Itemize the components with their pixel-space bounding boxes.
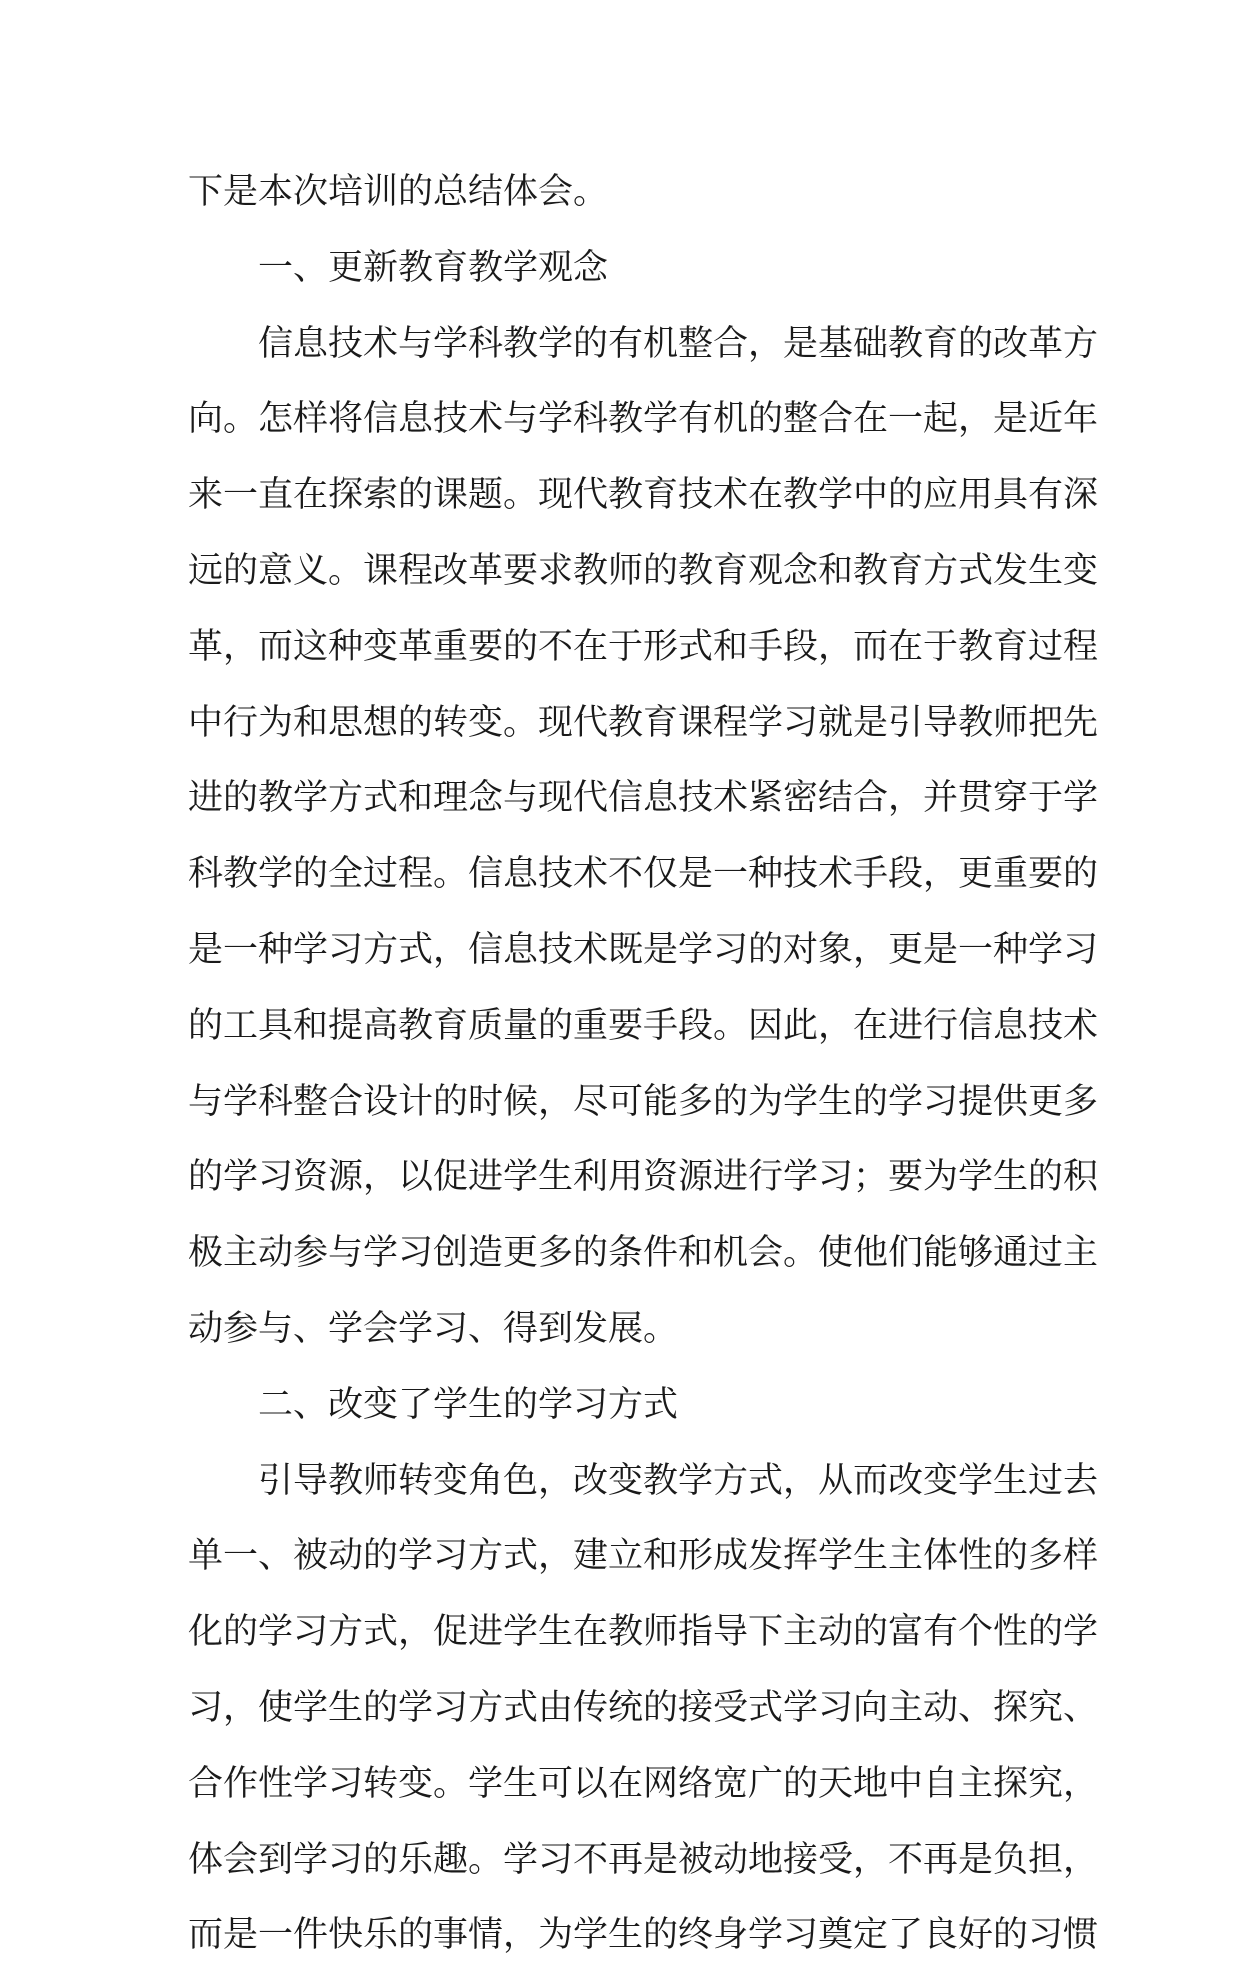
text-line: 习，使学生的学习方式由传统的接受式学习向主动、探究、 — [188, 1687, 1099, 1728]
text-line: 动参与、学会学习、得到发展。 — [188, 1308, 679, 1349]
text-line: 科教学的全过程。信息技术不仅是一种技术手段，更重要的 — [188, 854, 1099, 895]
text-line: 进的教学方式和理念与现代信息技术紧密结合，并贯穿于学 — [188, 778, 1099, 819]
text-line: 引导教师转变角色，改变教学方式，从而改变学生过去 — [258, 1460, 1099, 1501]
text-line: 向。怎样将信息技术与学科教学有机的整合在一起，是近年 — [188, 399, 1099, 440]
text-line: 合作性学习转变。学生可以在网络宽广的天地中自主探究， — [188, 1763, 1099, 1804]
text-line: 而是一件快乐的事情，为学生的终身学习奠定了良好的习惯 — [188, 1915, 1099, 1956]
text-line: 信息技术与学科教学的有机整合，是基础教育的改革方 — [258, 323, 1099, 364]
text-line: 与学科整合设计的时候，尽可能多的为学生的学习提供更多 — [188, 1081, 1099, 1122]
text-line: 来一直在探索的课题。现代教育技术在教学中的应用具有深 — [188, 475, 1099, 516]
text-line: 二、改变了学生的学习方式 — [258, 1384, 679, 1425]
document-body — [188, 155, 1099, 1974]
text-line: 是一种学习方式，信息技术既是学习的对象，更是一种学习 — [188, 929, 1099, 970]
text-line: 革，而这种变革重要的不在于形式和手段，而在于教育过程 — [188, 626, 1099, 667]
text-line: 体会到学习的乐趣。学习不再是被动地接受，不再是负担， — [188, 1839, 1099, 1880]
text-line: 下是本次培训的总结体会。 — [188, 172, 609, 212]
text-line: 中行为和思想的转变。现代教育课程学习就是引导教师把先 — [188, 702, 1099, 743]
text-line: 一、更新教育教学观念 — [258, 247, 609, 288]
text-line: 单一、被动的学习方式，建立和形成发挥学生主体性的多样 — [188, 1536, 1099, 1577]
text-line: 极主动参与学习创造更多的条件和机会。使他们能够通过主 — [188, 1233, 1099, 1274]
text-line: 的学习资源，以促进学生利用资源进行学习；要为学生的积 — [188, 1157, 1099, 1198]
text-line: 远的意义。课程改革要求教师的教育观念和教育方式发生变 — [188, 550, 1099, 591]
text-line: 化的学习方式，促进学生在教师指导下主动的富有个性的学 — [188, 1612, 1099, 1653]
text-line: 的工具和提高教育质量的重要手段。因此，在进行信息技术 — [188, 1005, 1099, 1046]
